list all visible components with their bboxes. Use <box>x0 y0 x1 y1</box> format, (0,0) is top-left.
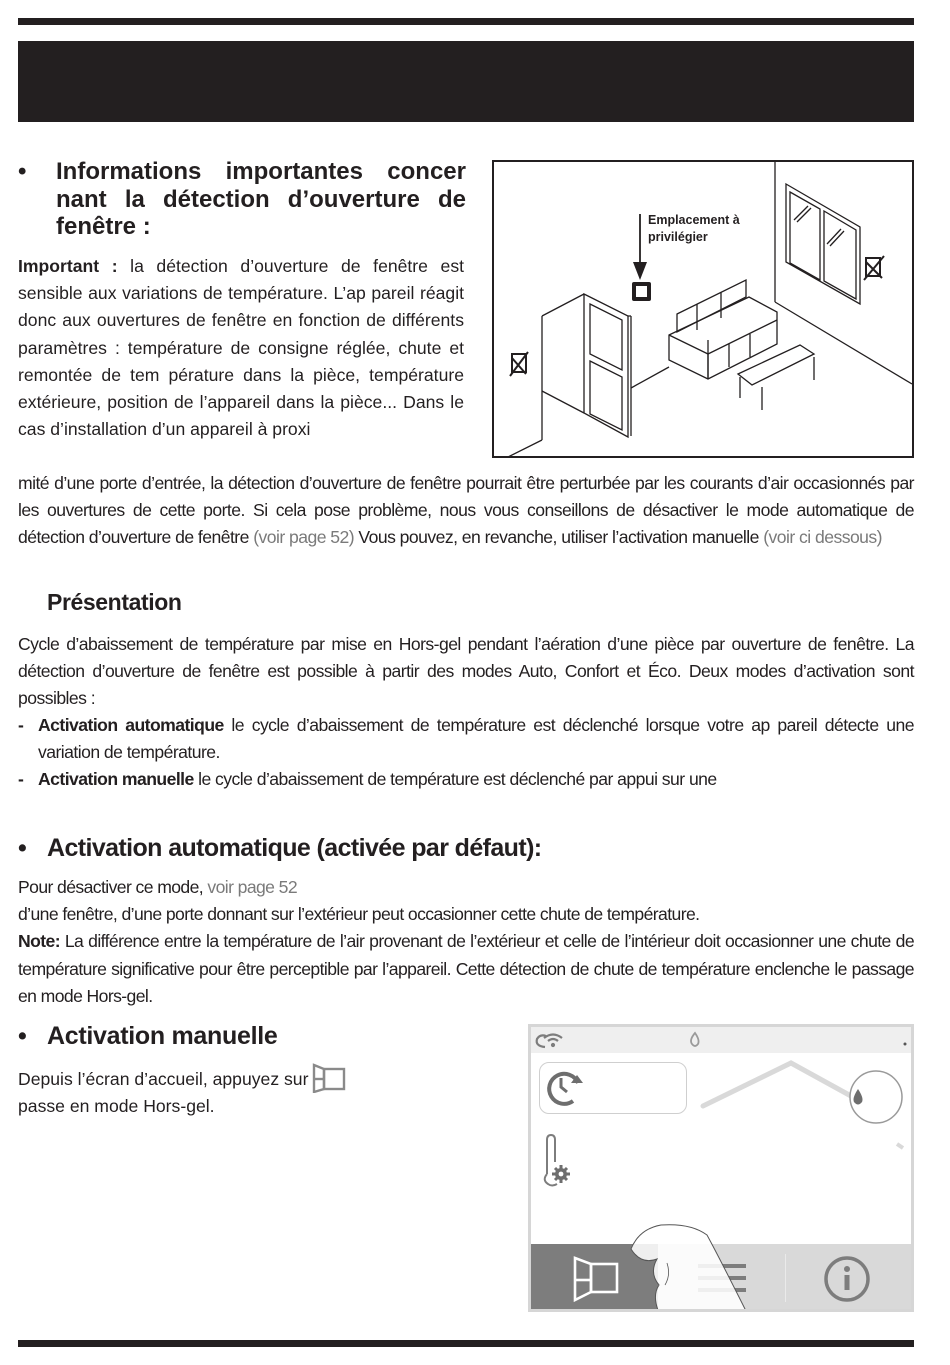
section-auto-title: Activation automatique (activée par défaut): <box>47 834 542 862</box>
auto-note <box>18 928 914 1010</box>
door-paragraph <box>18 470 914 552</box>
manual-hint-text: Vous pouvez, en revanche, utiliser l’activation manuelle <box>354 527 764 548</box>
top-rule <box>18 18 914 25</box>
list-item <box>18 766 914 793</box>
dash-icon: - <box>18 715 24 735</box>
presentation-title: Présentation <box>47 589 182 615</box>
window-open-icon <box>312 1063 346 1093</box>
important-lead: Important : <box>18 256 118 276</box>
section-auto-heading <box>18 832 542 864</box>
manual-text-after: passe en mode Hors-gel. <box>18 1096 215 1117</box>
auto-line1 <box>18 874 914 901</box>
bullet-icon: • <box>18 834 27 862</box>
important-text: la détection d’ouverture de fenêtre est sensible aux variations de température. L’ap pareil réagit donc aux ouvertures de fenêtre en fonction de différents paramètres : température de consigne réglée, chute et remontée de tem pérature dans la pièce, température extérieure, position de l’appareil dans la pièce... Dans le cas d’installation d’un appareil à proxi <box>18 256 465 440</box>
section-manual-heading <box>18 1020 277 1052</box>
room-illustration <box>492 160 914 458</box>
list-item-text: le cycle d’abaissement de température est déclenché par appui sur une <box>193 769 717 790</box>
dash-icon: - <box>18 769 24 790</box>
door-text: mité d’une porte d’entrée, la détection d’ouverture de fenêtre pourrait être perturbée par les courants d’air occasionnés par les ouvertures de cette porte. Si cela pose problème, nous vous conseillons de désactiver le mode automatique de détection d’ouverture de fenêtre <box>18 473 914 548</box>
room-drawing <box>494 162 912 456</box>
auto-paragraph <box>18 874 914 1010</box>
see-page-52-link-2[interactable]: voir page 52 <box>207 877 298 897</box>
manual-text-before: Depuis l’écran d’accueil, appuyez sur <box>18 1069 309 1089</box>
see-page-52-link[interactable]: (voir page 52) <box>253 527 355 548</box>
figure-label <box>648 212 740 246</box>
figure-label-line2: privilégier <box>648 230 708 244</box>
list-item-text: le cycle d’abaissement de température est déclenché lorsque votre ap pareil détecte une variation de température. <box>38 715 914 763</box>
presentation-paragraph: Cycle d’abaissement de température par mise en Hors-gel pendant l’aération d’une pièce par ouverture de fenêtre. La détection d’ouverture de fenêtre est possible à partir des modes Auto, Confort et Éco. Deux modes d’activation sont possibles : <box>18 634 914 709</box>
section-manual-title: Activation manuelle <box>47 1022 278 1050</box>
note-label: Note: <box>18 931 60 952</box>
see-below-link[interactable]: (voir ci dessous) <box>763 527 882 548</box>
list-item-bold: Activation manuelle <box>38 769 194 790</box>
header-band <box>18 41 914 122</box>
bullet-icon: • <box>18 1022 27 1050</box>
auto-line1-text: Pour désactiver ce mode, <box>18 877 208 897</box>
note-text: La différence entre la température de l’air provenant de l’extérieur et celle de l’intérieur doit occasionner une chute de température significative pour être perceptible par l’appareil. Cette détection de chute de température enclenche le passage en mode Hors-gel. <box>18 931 914 1006</box>
thermostat-screen <box>528 1024 914 1312</box>
list-item-bold: Activation automatique <box>38 715 224 735</box>
section-important-title: Informations importantes concer nant la détection d’ouverture de fenêtre : <box>56 158 466 240</box>
pointing-hand-icon <box>531 1027 914 1312</box>
activation-modes-list <box>18 712 914 794</box>
list-item <box>18 712 914 766</box>
section-important-heading <box>18 158 466 241</box>
bullet-icon: • <box>18 158 27 185</box>
bottom-rule <box>18 1340 914 1347</box>
manual-paragraph <box>18 1063 418 1120</box>
auto-line2: d’une fenêtre, d’une porte donnant sur l’extérieur peut occasionner cette chute de température. <box>18 904 700 925</box>
important-paragraph <box>18 253 464 443</box>
figure-label-line1: Emplacement à <box>648 213 740 227</box>
